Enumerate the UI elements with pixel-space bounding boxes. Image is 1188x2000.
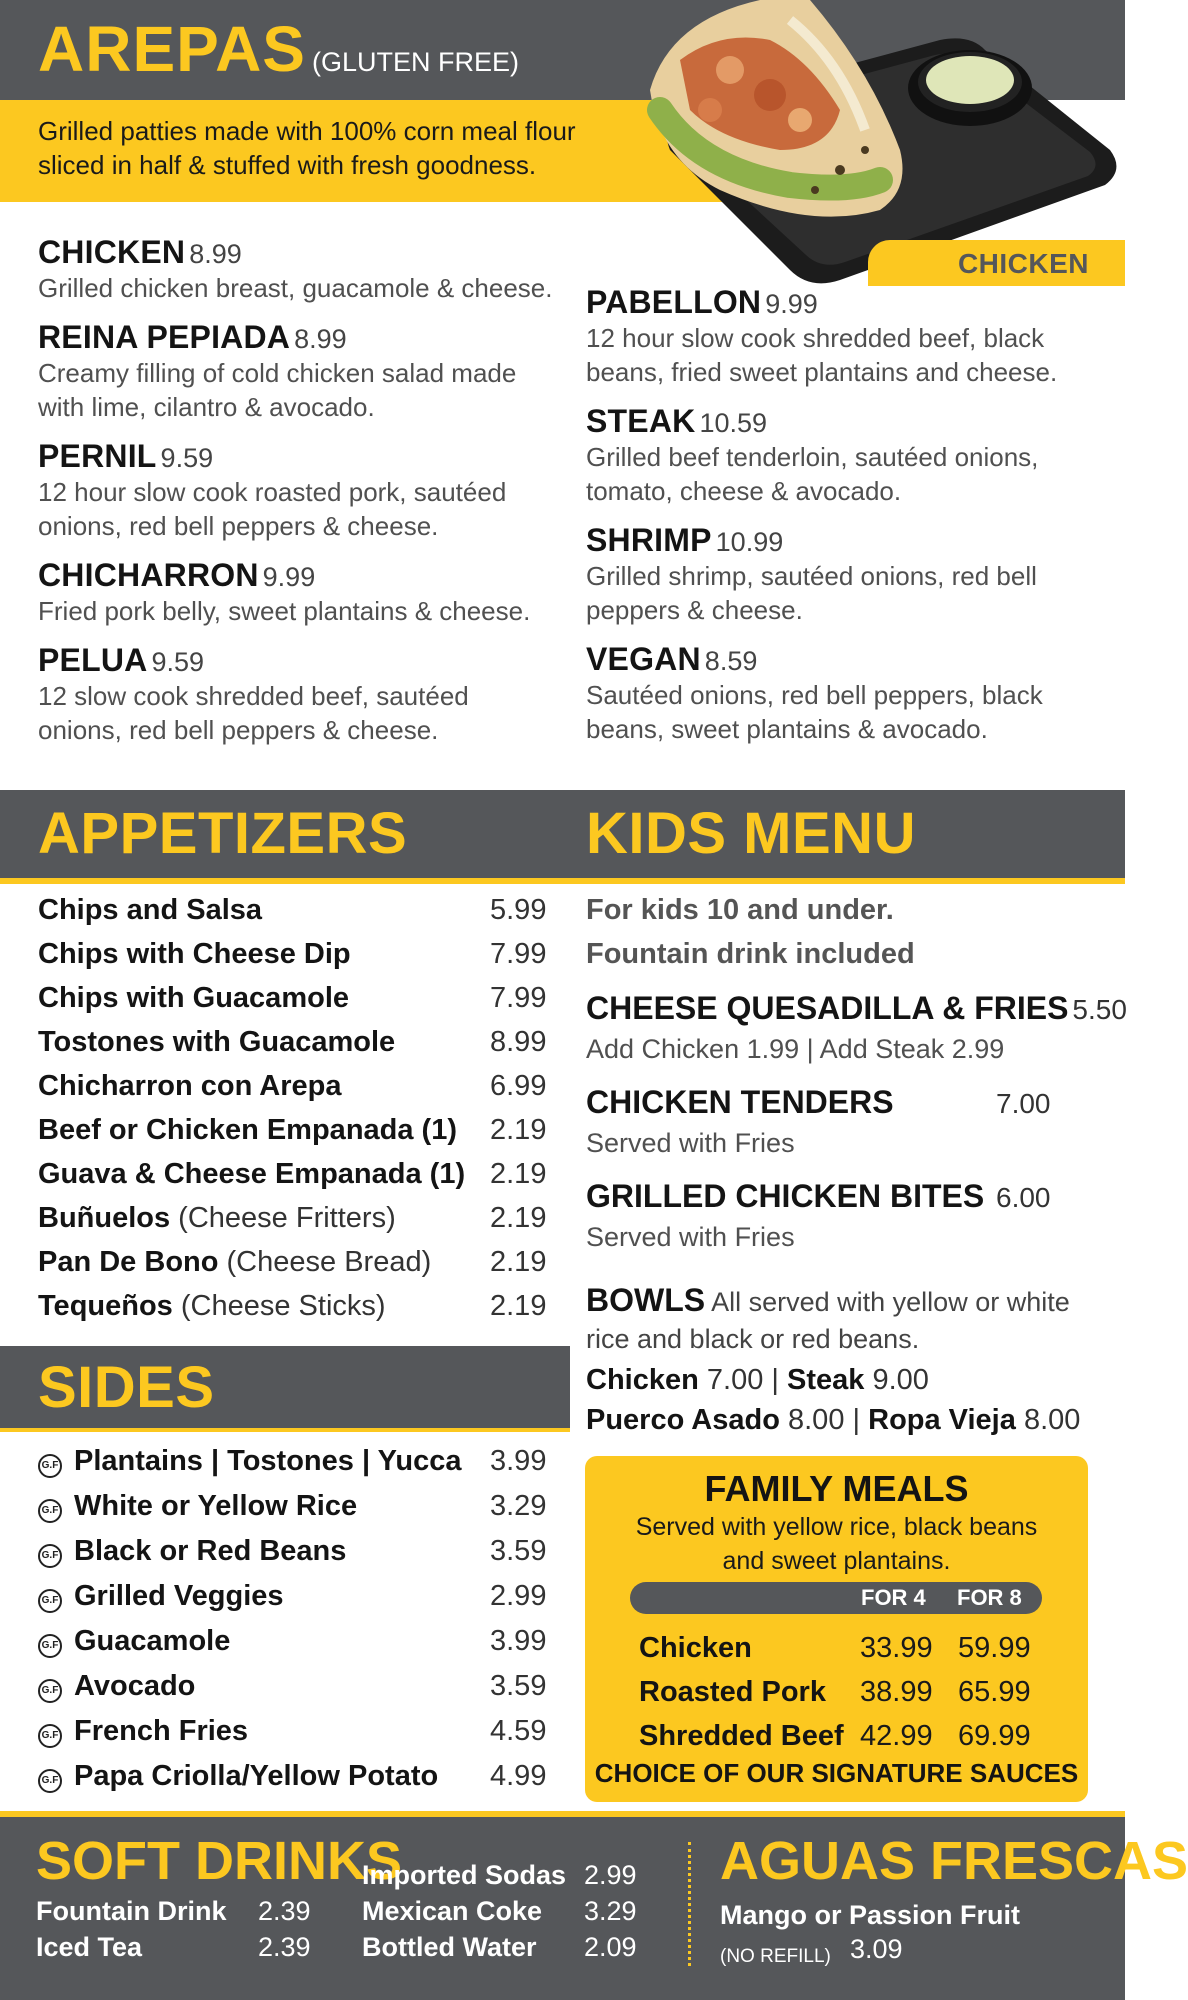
kids-item-name: CHICKEN TENDERS [586, 1084, 894, 1120]
side-name: Grilled Veggies [74, 1580, 284, 1612]
item-price: 9.59 [151, 647, 205, 677]
appetizer-name: Chips with Cheese Dip [38, 938, 351, 970]
bowls-prices-line [586, 1404, 1080, 1437]
item-desc: Creamy filling of cold chicken salad made [38, 358, 517, 388]
family-price-8: 59.99 [958, 1632, 1031, 1664]
kids-item-price: 5.50 [1072, 994, 1127, 1025]
side-price: 3.59 [490, 1670, 547, 1702]
side-name: Guacamole [74, 1625, 231, 1657]
menu-item [38, 557, 578, 628]
bowl-name: Ropa Vieja [868, 1404, 1016, 1436]
subtitle-line: Served with yellow rice, black beans [635, 1513, 1038, 1541]
item-name: CHICKEN [38, 234, 186, 270]
item-price: 9.99 [262, 562, 316, 592]
gluten-free-icon: G.F [38, 1634, 62, 1658]
appetizer-name: Beef or Chicken Empanada (1) [38, 1114, 457, 1146]
appetizer-name: Chicharron con Arepa [38, 1070, 342, 1102]
menu-item [38, 234, 578, 305]
side-row [38, 1445, 548, 1478]
side-row [38, 1535, 548, 1568]
item-desc: Sautéed onions, red bell peppers, black [586, 680, 1043, 710]
drinks-top-line [0, 1811, 1125, 1817]
appetizer-price: 2.19 [490, 1202, 547, 1234]
appetizer-row [38, 982, 548, 1015]
band-underline [0, 878, 1125, 884]
kids-item-desc: Served with Fries [586, 1222, 795, 1252]
drink-name: Fountain Drink [36, 1896, 227, 1926]
side-row [38, 1625, 548, 1658]
menu-item [586, 284, 1116, 389]
bowl-name: Puerco Asado [586, 1404, 780, 1436]
drink-name: Bottled Water [362, 1932, 537, 1962]
appetizer-price: 2.19 [490, 1114, 547, 1146]
drink-price: 2.39 [258, 1932, 311, 1962]
item-desc: beans, fried sweet plantains and cheese. [586, 357, 1058, 387]
kids-item-desc: Served with Fries [586, 1128, 795, 1158]
kids-menu-title: KIDS MENU [586, 801, 916, 866]
item-name: VEGAN [586, 641, 701, 677]
side-name: Plantains | Tostones | Yucca [74, 1445, 462, 1477]
side-price: 3.99 [490, 1625, 547, 1657]
family-price-4: 42.99 [860, 1720, 933, 1752]
appetizer-row [38, 938, 548, 971]
separator: | [852, 1404, 861, 1436]
kids-item-label: CHEESE QUESADILLA & FRIES [586, 990, 1069, 1026]
family-price-8: 69.99 [958, 1720, 1031, 1752]
gluten-free-icon: G.F [38, 1724, 62, 1748]
item-name: SHRIMP [586, 522, 712, 558]
side-price: 3.99 [490, 1445, 547, 1477]
menu-item [38, 319, 578, 424]
arepas-right-column [586, 284, 1116, 760]
appetizer-row [38, 1114, 548, 1147]
item-desc: Grilled shrimp, sautéed onions, red bell [586, 561, 1037, 591]
gluten-free-icon: G.F [38, 1544, 62, 1568]
side-row [38, 1715, 548, 1748]
family-meal-name: Chicken [639, 1632, 752, 1664]
item-name: PABELLON [586, 284, 762, 320]
item-desc: Fried pork belly, sweet plantains & cheese. [38, 596, 531, 626]
bowl-price: 8.00 [788, 1404, 845, 1436]
family-meals-header [630, 1582, 1042, 1614]
appetizers-title: APPETIZERS [38, 801, 408, 866]
item-name: STEAK [586, 403, 696, 439]
item-price: 8.59 [704, 646, 758, 676]
appetizer-name: Chips and Salsa [38, 894, 263, 926]
item-name: CHICHARRON [38, 557, 259, 593]
gluten-free-icon: G.F [38, 1679, 62, 1703]
appetizer-note: (Cheese Sticks) [172, 1290, 386, 1322]
item-desc: tomato, cheese & avocado. [586, 476, 902, 506]
bowls-desc: All served with yellow or white rice and black or red beans. [586, 1287, 1070, 1354]
appetizer-price: 2.19 [490, 1290, 547, 1322]
appetizer-price: 2.19 [490, 1158, 547, 1190]
kids-item-price: 6.00 [996, 1182, 1051, 1213]
side-name: French Fries [74, 1715, 249, 1747]
item-desc: peppers & cheese. [586, 595, 803, 625]
item-price: 8.99 [189, 239, 242, 269]
arepas-left-column [38, 234, 578, 761]
side-price: 3.29 [490, 1490, 547, 1522]
photo-label-tag [868, 240, 1125, 286]
bowl-price: 9.00 [872, 1364, 929, 1396]
side-row [38, 1760, 548, 1793]
signature-sauces-note: CHOICE OF OUR SIGNATURE SAUCES [594, 1758, 1079, 1788]
intro-line: sliced in half & stuffed with fresh goodness. [38, 150, 537, 180]
item-desc: with lime, cilantro & avocado. [38, 392, 375, 422]
side-price: 2.99 [490, 1580, 547, 1612]
item-price: 8.99 [294, 324, 347, 354]
side-name: Black or Red Beans [74, 1535, 347, 1567]
family-price-4: 38.99 [860, 1676, 933, 1708]
item-price: 9.99 [765, 289, 818, 319]
gluten-free-icon: G.F [38, 1499, 62, 1523]
menu-item [38, 438, 578, 543]
bowl-name: Chicken [586, 1364, 699, 1396]
family-price-8: 65.99 [958, 1676, 1031, 1708]
band-underline [0, 1428, 570, 1432]
appetizer-row [38, 1290, 548, 1323]
appetizer-note: (Cheese Fritters) [170, 1202, 396, 1234]
appetizer-name: Guava & Cheese Empanada (1) [38, 1158, 466, 1190]
side-price: 4.59 [490, 1715, 547, 1747]
soft-drinks-title: SOFT DRINKS [36, 1831, 403, 1891]
drink-name: Imported Sodas [362, 1860, 567, 1890]
item-desc: Grilled chicken breast, guacamole & cheese. [38, 273, 553, 303]
family-meals-box [585, 1456, 1088, 1802]
side-row [38, 1490, 548, 1523]
menu-item [38, 642, 578, 747]
appetizer-row [38, 1158, 548, 1191]
menu-item [586, 641, 1116, 746]
item-desc: 12 hour slow cook shredded beef, black [586, 323, 1045, 353]
drink-name: Mexican Coke [362, 1896, 543, 1926]
item-name: REINA PEPIADA [38, 319, 291, 355]
item-desc: beans, sweet plantains & avocado. [586, 714, 988, 744]
drink-name: Mango or Passion Fruit [720, 1900, 1021, 1930]
appetizer-name: Chips with Guacamole [38, 982, 349, 1014]
item-name: PELUA [38, 642, 148, 678]
appetizer-row [38, 1026, 548, 1059]
appetizer-price: 8.99 [490, 1026, 547, 1058]
appetizer-name: Pan De Bono [38, 1246, 219, 1278]
side-name: White or Yellow Rice [74, 1490, 358, 1522]
sides-title: SIDES [38, 1355, 215, 1420]
side-price: 3.59 [490, 1535, 547, 1567]
bowl-price: 8.00 [1023, 1404, 1081, 1436]
kids-note: Fountain drink included [586, 938, 915, 970]
item-desc: Grilled beef tenderloin, sautéed onions, [586, 442, 1039, 472]
arepas-title: AREPAS (GLUTEN FREE) [38, 13, 519, 85]
bowls-block [586, 1282, 1106, 1358]
drink-name: Iced Tea [36, 1932, 143, 1962]
col-for-4: FOR 4 [861, 1585, 926, 1610]
menu-item [586, 522, 1116, 627]
item-desc: 12 hour slow cook roasted pork, sautéed [38, 477, 507, 507]
kids-item-price: 7.00 [996, 1088, 1051, 1119]
appetizer-price: 6.99 [490, 1070, 547, 1102]
item-desc: onions, red bell peppers & cheese. [38, 715, 439, 745]
item-desc: 12 slow cook shredded beef, sautéed [38, 681, 469, 711]
family-price-4: 33.99 [860, 1632, 933, 1664]
intro-line: Grilled patties made with 100% corn meal flour [38, 116, 576, 146]
subtitle-line: and sweet plantains. [722, 1547, 951, 1575]
appetizer-price: 5.99 [490, 894, 547, 926]
family-meal-name: Shredded Beef [639, 1720, 844, 1752]
bowl-name: Steak [787, 1364, 865, 1396]
item-name: PERNIL [38, 438, 157, 474]
appetizer-row [38, 1246, 548, 1279]
appetizer-name: Tequeños [38, 1290, 173, 1322]
appetizer-note: (Cheese Bread) [218, 1246, 432, 1278]
drink-price: 3.09 [850, 1934, 903, 1964]
family-meal-name: Roasted Pork [639, 1676, 826, 1708]
no-refill-label: (NO REFILL) [720, 1946, 831, 1967]
col-for-8: FOR 8 [957, 1585, 1022, 1610]
appetizer-name: Tostones with Guacamole [38, 1026, 396, 1058]
drink-price: 2.09 [584, 1932, 637, 1962]
bowl-price: 7.00 [706, 1364, 764, 1396]
item-price: 9.59 [160, 443, 214, 473]
gluten-free-icon: G.F [38, 1454, 62, 1478]
photo-label: CHICKEN [957, 248, 1089, 279]
bowls-prices-line [586, 1364, 929, 1397]
appetizer-row [38, 894, 548, 927]
kids-item-desc: Add Chicken 1.99 | Add Steak 2.99 [586, 1034, 1005, 1064]
drink-price: 3.29 [584, 1896, 637, 1926]
kids-item-name: GRILLED CHICKEN BITES [586, 1178, 985, 1214]
item-price: 10.59 [699, 408, 768, 438]
item-price: 10.99 [715, 527, 784, 557]
gluten-free-icon: G.F [38, 1589, 62, 1613]
item-desc: onions, red bell peppers & cheese. [38, 511, 439, 541]
gluten-free-icon: G.F [38, 1769, 62, 1793]
no-refill-note [720, 1938, 831, 1969]
appetizer-price: 7.99 [490, 982, 547, 1014]
drink-price: 2.39 [258, 1896, 311, 1926]
kids-item-name [586, 990, 1127, 1027]
side-price: 4.99 [490, 1760, 547, 1792]
family-meals-title: FAMILY MEALS [704, 1468, 969, 1509]
appetizer-row [38, 1070, 548, 1103]
drink-price: 2.99 [584, 1860, 637, 1890]
drinks-divider [688, 1842, 691, 1966]
side-row [38, 1580, 548, 1613]
family-meals-subtitle [615, 1510, 1058, 1578]
appetizer-price: 2.19 [490, 1246, 547, 1278]
side-name: Avocado [74, 1670, 196, 1702]
appetizer-price: 7.99 [490, 938, 547, 970]
menu-item [586, 403, 1116, 508]
side-name: Papa Criolla/Yellow Potato [74, 1760, 439, 1792]
bowls-title: BOWLS [586, 1282, 706, 1318]
aguas-frescas-title: AGUAS FRESCAS [720, 1831, 1188, 1891]
side-row [38, 1670, 548, 1703]
arepas-subtitle: (GLUTEN FREE) [311, 47, 519, 77]
appetizer-row [38, 1202, 548, 1235]
kids-note: For kids 10 and under. [586, 894, 894, 926]
separator: | [771, 1364, 779, 1396]
appetizer-name: Buñuelos [38, 1202, 171, 1234]
